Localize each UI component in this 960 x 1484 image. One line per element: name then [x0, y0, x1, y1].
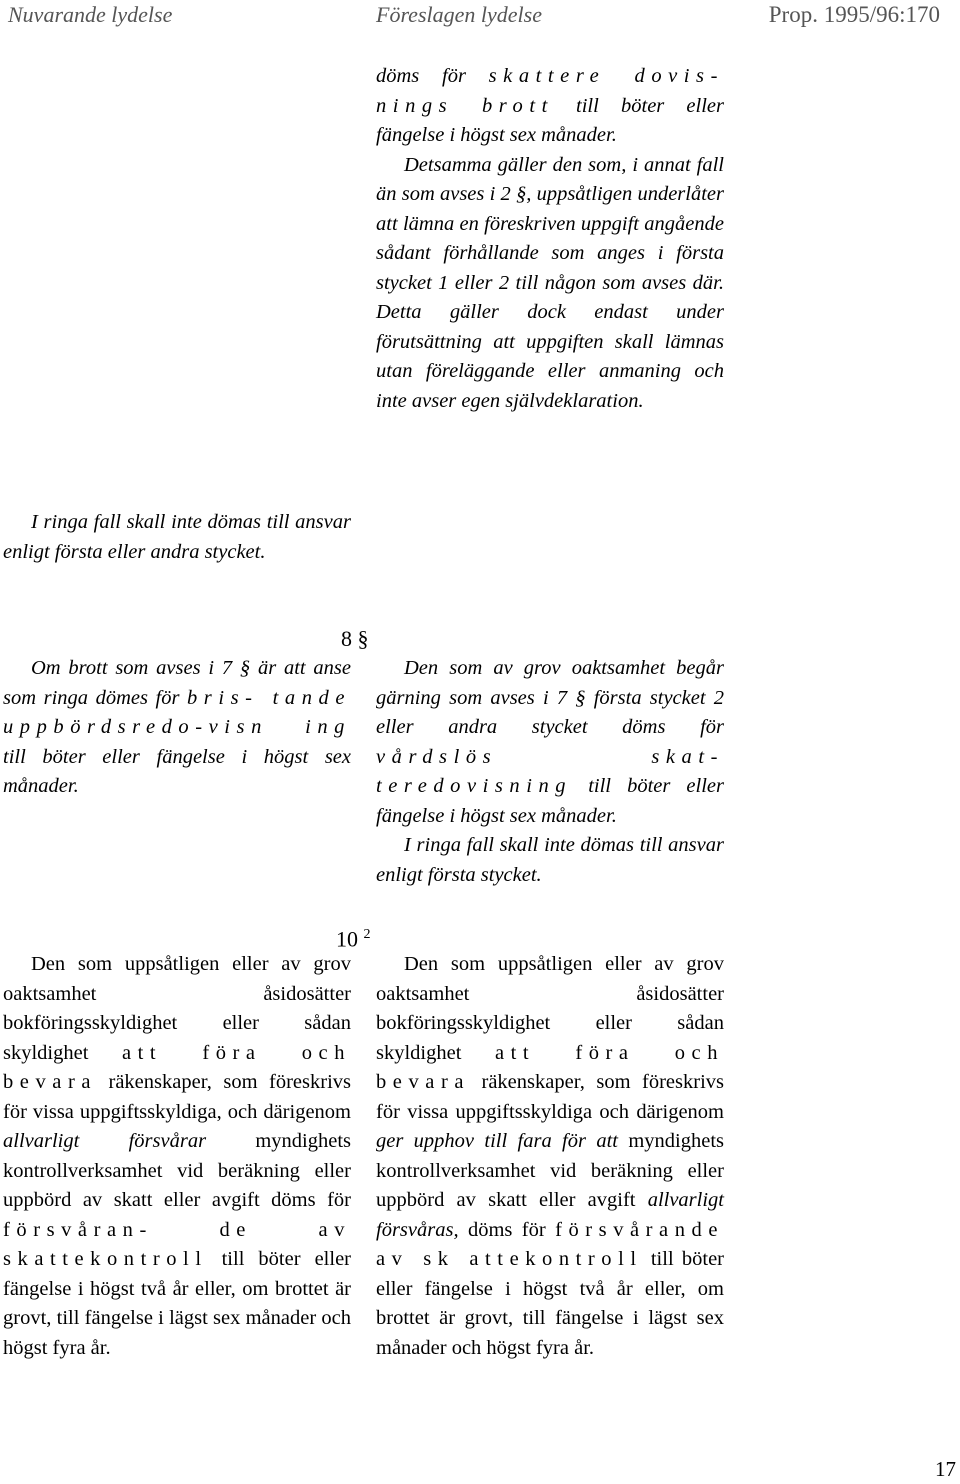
text-run: Den som uppsåtligen eller av grov oaktsamhet åsidosätter bokföringsskyldighet eller sådan skyldighet — [376, 953, 724, 1064]
spaced-term: vårdslös skat- teredovisning — [376, 745, 724, 797]
header-proposed-wording: Föreslagen lydelse — [376, 2, 542, 27]
text-run: döms för — [376, 65, 489, 87]
text-run: till böter eller fängelse i högst sex månader. — [376, 94, 724, 146]
section-10-number — [336, 924, 371, 950]
text-run: till böter eller fängelse i högst två år eller, om brottet är grovt, till fängelse i lägst sex månader och högst fyra år. — [376, 1248, 724, 1359]
text-run: myndighets kontrollverksamhet vid beräkning eller uppbörd av skatt eller avgift döms för — [3, 1130, 351, 1211]
text-run: räkenskaper, som föreskrivs för vissa uppgiftsskyldiga, och därigenom — [3, 1071, 351, 1123]
section-8-number: 8 § — [341, 626, 369, 651]
italic-term: ger upphov till fara för att — [376, 1130, 618, 1152]
italic-term: allvarligt försvåras, — [376, 1189, 724, 1241]
text-run: myndighets kontrollverksamhet vid beräkning eller uppbörd av skatt eller avgift — [376, 1130, 724, 1211]
paragraph: Detsamma gäller den som, i annat fall än som avses i 2 §, uppsåtligen underlåter att lämna en föreskriven uppgift angående sådant förhållande som anges i första stycket 1 eller 2 till någon som avses där. Detta gäller dock endast under förutsättning att uppgiften skall lämnas utan föreläggande eller anmaning och inte avser egen självdeklaration. — [376, 153, 724, 412]
section10-left-text — [3, 950, 351, 1363]
paragraph: I ringa fall skall inte dömas till ansvar enligt första stycket. — [376, 834, 724, 886]
spaced-term: skattere dovis- nings brott — [376, 65, 724, 117]
italic-term: allvarligt försvårar — [3, 1130, 207, 1152]
block2-left-text: I ringa fall skall inte dömas till ansvar enligt första eller andra stycket. — [3, 511, 351, 563]
footnote-marker: 2 — [363, 927, 371, 942]
section8-right-text — [376, 654, 724, 890]
text-run: Den som av grov oaktsamhet begår gärning som avses i 7 § första stycket 2 eller andra stycket döms för — [376, 657, 724, 738]
spaced-term: bris- tande uppbördsredo-visn ing — [3, 686, 351, 738]
text-run: till böter eller fängelse i högst sex månader. — [3, 745, 351, 797]
page-number: 17 — [935, 1457, 956, 1481]
text-run: Den som uppsåtligen eller av grov oaktsamhet åsidosätter bokföringsskyldighet eller sådan skyldighet — [3, 953, 351, 1064]
section10-right-text — [376, 950, 724, 1363]
text-run: till böter eller fängelse i högst två år eller, om brottet är grovt, till fängelse i lägst sex månader och högst fyra år. — [3, 1248, 351, 1359]
spaced-term: försvårande av sk attekontroll — [376, 1218, 724, 1270]
block1-right-text — [376, 62, 724, 416]
section8-left-text — [3, 654, 351, 802]
text-run: till böter eller fängelse i högst sex månader. — [376, 775, 724, 827]
text-run: Om brott som avses i 7 § är att anse som ringa dömes för — [3, 657, 351, 709]
spaced-term: att föra och bevara — [376, 1041, 725, 1093]
text-run: räkenskaper, som föreskrivs för vissa uppgiftsskyldiga och därigenom — [376, 1071, 724, 1123]
text-run: döms för — [458, 1218, 556, 1241]
header-current-wording: Nuvarande lydelse — [8, 2, 173, 27]
section-number: 10 — [336, 926, 358, 952]
spaced-term: försvåran- de av skattekontroll — [3, 1218, 351, 1270]
spaced-term: att föra och bevara — [3, 1041, 352, 1093]
header-prop-reference: Prop. 1995/96:170 — [768, 2, 940, 27]
